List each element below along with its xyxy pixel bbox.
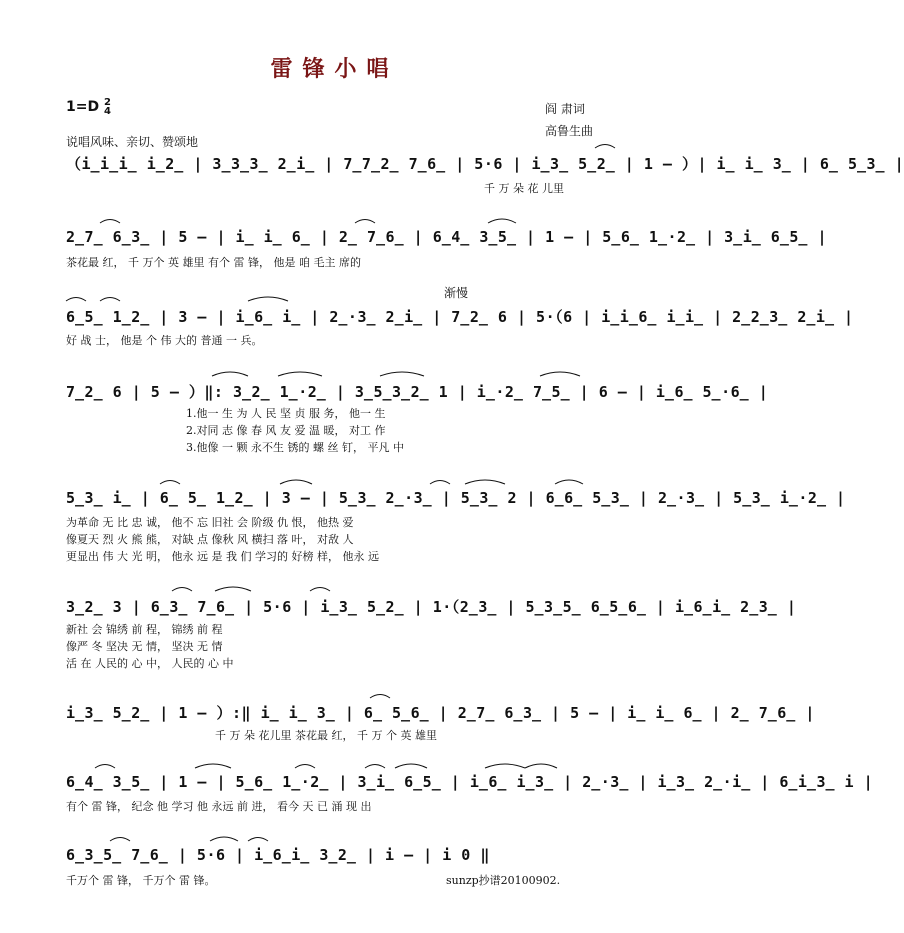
- lyric-line: 千万个 雷 锋， 千万个 雷 锋。: [66, 874, 216, 887]
- lyricist-credit: 阎 肃词: [545, 102, 585, 116]
- performance-note: 说唱风味、亲切、赞颂地: [66, 135, 199, 149]
- score-line: 6̲3̲5̲ 7̲6̲ | 5·6 | i̲6̲i̲ 3̲2̲ | i – | i 0 ‖: [66, 846, 490, 864]
- meter-bottom: 4: [103, 106, 111, 117]
- lyric-line: 千 万 朵 花 儿里: [484, 182, 564, 195]
- lyric-line: 千 万 朵 花儿里 茶花最 红， 千 万 个 英 雄里: [215, 729, 437, 742]
- tempo-mark: 渐慢: [444, 286, 469, 300]
- score-line: 3̲2̲ 3 | 6̲3̲ 7̲6̲ | 5·6 | i̲3̲ 5̲2̲ | 1·（2̲3̲ | 5̲3̲5̲ 6̲5̲6̲ | i̲6̲i̲ 2̲3̲ |: [66, 598, 797, 616]
- score-line: 6̲5̲ 1̲2̲ | 3 – | i̲6̲ i̲ | 2̲·3̲ 2̲i̲ | 7̲2̲ 6 | 5·（6 | i̲i̲6̲ i̲i̲ | 2̲2̲3̲ 2̲i̲ |: [66, 308, 854, 326]
- key-signature: [66, 98, 111, 116]
- score-line: 5̲3̲ i̲ | 6̲ 5̲ 1̲2̲ | 3 – | 5̲3̲ 2̲·3̲ | 5̲3̲ 2 | 6̲6̲ 5̲3̲ | 2̲·3̲ | 5̲3̲ i̲·2̲ |: [66, 489, 846, 507]
- lyric-line: 像夏天 烈 火 熊 熊， 对缺 点 像秋 风 横扫 落 叶， 对敌 人: [66, 533, 354, 546]
- lyric-line: 有个 雷 锋， 纪念 他 学习 他 永远 前 进， 看今 天 已 涌 现 出: [66, 800, 372, 813]
- meter-top: 2: [103, 97, 111, 108]
- score-line: i̲3̲ 5̲2̲ | 1 – ）:‖ i̲ i̲ 3̲ | 6̲ 5̲6̲ | 2̲7̲ 6̲3̲ | 5 – | i̲ i̲ 6̲ | 2̲ 7̲6̲ |: [66, 704, 815, 722]
- lyric-line: 2.对同 志 像 春 风 友 爱 温 暖， 对工 作: [186, 424, 386, 437]
- lyric-line: 茶花最 红， 千 万个 英 雄里 有个 雷 锋， 他是 咱 毛主 席的: [66, 256, 361, 269]
- lyric-line: 1.他一 生 为 人 民 坚 贞 服 务， 他一 生: [186, 407, 386, 420]
- lyric-line: 更显出 伟 大 光 明， 他永 远 是 我 们 学习的 好榜 样， 他永 远: [66, 550, 379, 563]
- lyric-line: 好 战 士， 他是 个 伟 大的 普通 一 兵。: [66, 334, 263, 347]
- score-line: （i̲i̲i̲ i̲2̲ | 3̲3̲3̲ 2̲i̲ | 7̲7̲2̲ 7̲6̲ | 5·6 | i̲3̲ 5̲2̲ | 1 – ）| i̲ i̲ 3̲ | 6̲ 5̲3̲ |: [66, 155, 904, 173]
- lyric-line: 3.他像 一 颗 永不生 锈的 螺 丝 钉， 平凡 中: [186, 441, 404, 454]
- lyric-line: 像严 冬 坚决 无 情， 坚决 无 情: [66, 640, 223, 653]
- score-line: 6̲4̲ 3̲5̲ | 1 – | 5̲6̲ 1̲·2̲ | 3̲i̲ 6̲5̲ | i̲6̲ i̲3̲ | 2̲·3̲ | i̲3̲ 2̲·i̲ | 6̲i̲3̲ i |: [66, 773, 874, 791]
- song-title: 雷锋小唱: [270, 56, 399, 82]
- lyric-line: 为革命 无 比 忠 诚， 他不 忘 旧社 会 阶级 仇 恨， 他热 爱: [66, 516, 354, 529]
- lyric-line: 新社 会 锦绣 前 程， 锦绣 前 程: [66, 623, 223, 636]
- transcriber-note: sunzp抄谱20100902.: [446, 874, 561, 887]
- key-label: 1=D: [66, 99, 100, 115]
- composer-credit: 高鲁生曲: [545, 124, 594, 138]
- score-line: 2̲7̲ 6̲3̲ | 5 – | i̲ i̲ 6̲ | 2̲ 7̲6̲ | 6̲4̲ 3̲5̲ | 1 – | 5̲6̲ 1̲·2̲ | 3̲i̲ 6̲5̲ |: [66, 228, 827, 246]
- time-signature: [104, 98, 111, 116]
- score-line: 7̲2̲ 6 | 5 – ）‖: 3̲2̲ 1̲·2̲ | 3̲5̲3̲2̲ 1 | i̲·2̲ 7̲5̲ | 6 – | i̲6̲ 5̲·6̲ |: [66, 383, 769, 401]
- lyric-line: 活 在 人民的 心 中， 人民的 心 中: [66, 657, 234, 670]
